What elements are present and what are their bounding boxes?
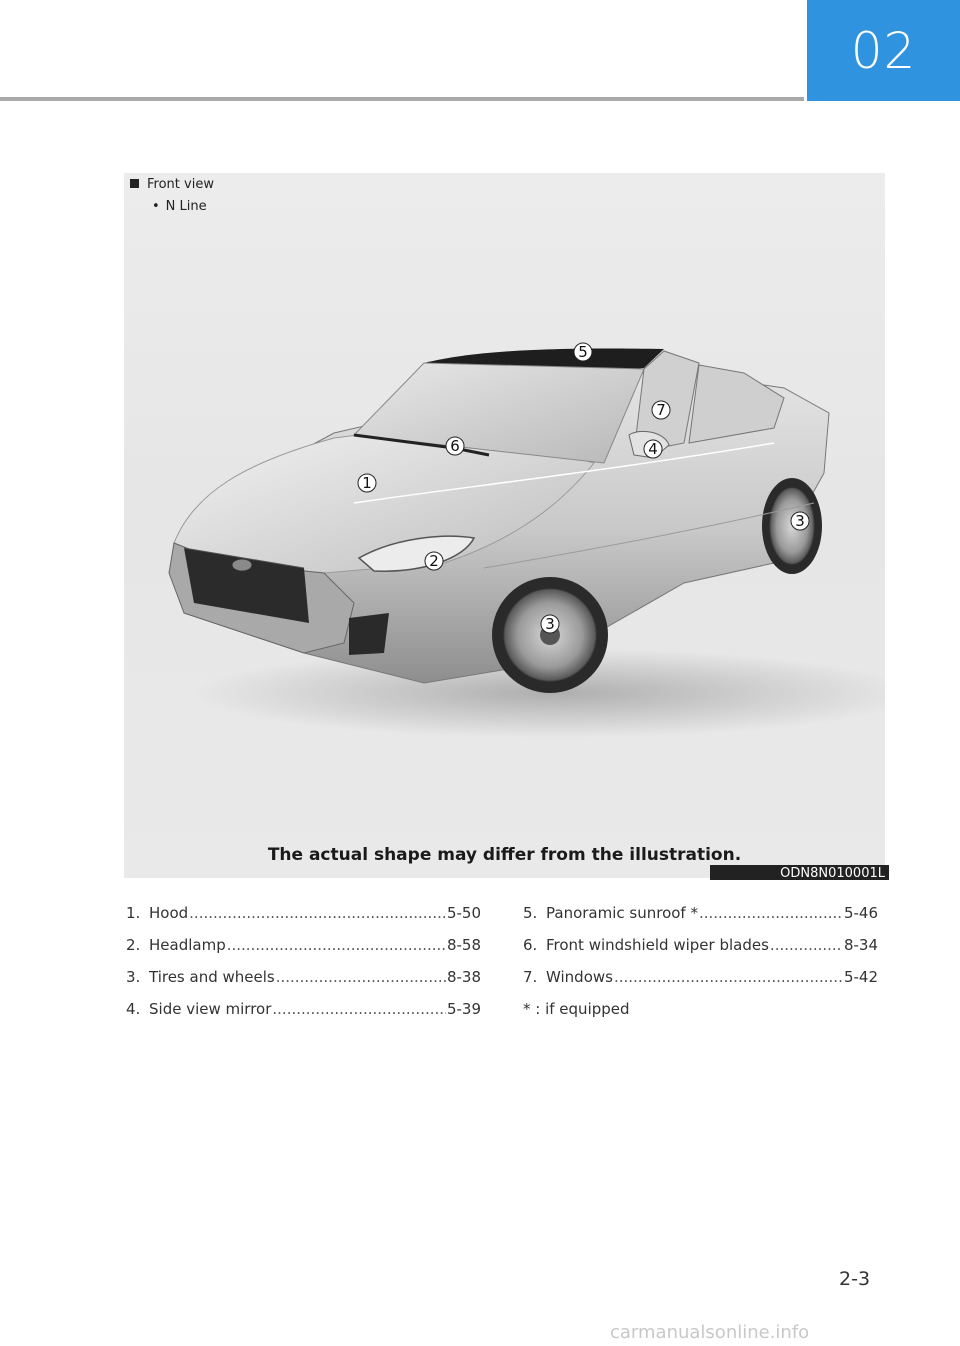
leader-dots <box>276 968 446 986</box>
item-number: 4. <box>126 1000 141 1018</box>
item-page: 5-46 <box>843 904 878 922</box>
callout-3-front-text: 3 <box>545 615 555 633</box>
item-page: 5-39 <box>446 1000 481 1018</box>
item-number: 6. <box>523 936 538 954</box>
item-label: Windows <box>546 968 613 986</box>
callout-4 <box>644 440 662 458</box>
page-number: 2-3 <box>839 1268 871 1290</box>
callout-3-rear-text: 3 <box>795 512 805 530</box>
callout-6-text: 6 <box>450 437 460 455</box>
bullet-icon: • <box>152 199 160 214</box>
leader-dots <box>272 1000 446 1018</box>
leader-dots <box>699 904 843 922</box>
callout-2 <box>425 552 443 570</box>
list-item <box>523 936 878 968</box>
figure-subheading-text: N Line <box>165 199 207 214</box>
callout-6 <box>446 437 464 455</box>
callout-1-text: 1 <box>362 474 372 492</box>
item-page: 8-38 <box>446 968 481 986</box>
car-illustration <box>124 173 885 878</box>
figure-heading-text: Front view <box>147 177 214 192</box>
item-page: 5-42 <box>843 968 878 986</box>
item-page: 8-58 <box>446 936 481 954</box>
callout-1 <box>358 474 376 492</box>
list-item <box>523 968 878 1000</box>
item-number: 1. <box>126 904 141 922</box>
item-label: Side view mirror <box>149 1000 272 1018</box>
leader-dots <box>770 936 843 954</box>
callout-7 <box>652 401 670 419</box>
item-number: 5. <box>523 904 538 922</box>
list-item <box>523 904 878 936</box>
leader-dots <box>189 904 446 922</box>
car-illustration-figure <box>124 173 885 878</box>
chapter-tab: 02 <box>807 0 960 101</box>
list-item <box>126 936 481 968</box>
list-item <box>126 968 481 1000</box>
footnote-text: * : if equipped <box>523 1000 630 1018</box>
callout-3-rear <box>791 512 809 530</box>
callout-5 <box>574 343 592 361</box>
item-label: Tires and wheels <box>149 968 275 986</box>
component-list-left <box>126 904 481 1032</box>
callout-3-front <box>541 615 559 633</box>
header-rule <box>0 97 804 101</box>
callout-7-text: 7 <box>656 401 666 419</box>
figure-caption: The actual shape may differ from the illustration. <box>267 845 742 865</box>
callout-2-text: 2 <box>429 552 439 570</box>
list-item <box>126 1000 481 1032</box>
item-page: 8-34 <box>843 936 878 954</box>
item-page: 5-50 <box>446 904 481 922</box>
leader-dots <box>227 936 446 954</box>
watermark: carmanualsonline.info <box>610 1322 810 1343</box>
item-label: Headlamp <box>149 936 226 954</box>
list-item <box>126 904 481 936</box>
component-list-right <box>523 904 878 1032</box>
leader-dots <box>614 968 843 986</box>
item-label: Panoramic sunroof * <box>546 904 698 922</box>
figure-code: ODN8N010001L <box>710 865 889 880</box>
callout-4-text: 4 <box>648 440 658 458</box>
item-number: 2. <box>126 936 141 954</box>
item-number: 3. <box>126 968 141 986</box>
item-label: Front windshield wiper blades <box>546 936 769 954</box>
callout-5-text: 5 <box>578 343 588 361</box>
item-label: Hood <box>149 904 189 922</box>
footnote <box>523 1000 878 1032</box>
item-number: 7. <box>523 968 538 986</box>
